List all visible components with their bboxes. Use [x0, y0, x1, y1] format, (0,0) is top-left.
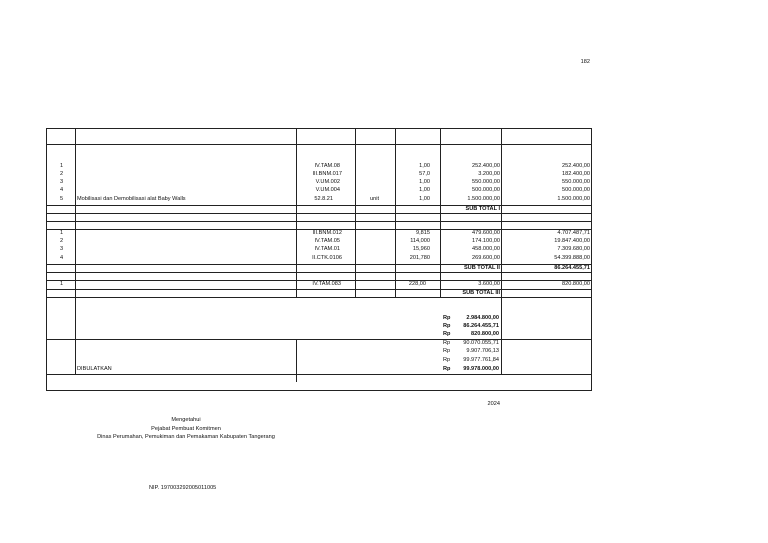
page-number: 182 — [580, 59, 590, 65]
subtotal-value: 86.264.455,71 — [554, 265, 590, 271]
nip-number: NIP. 197003292005011005 — [149, 485, 217, 491]
acknowledged-label: Mengetahui — [171, 417, 201, 423]
position-title: Pejabat Pembuat Komitmen — [151, 426, 221, 432]
rounded-label: DIBULATKAN — [77, 366, 112, 372]
item-description: Mobilisasi dan Demobilisasi alat Baby Walls — [77, 196, 186, 202]
rounded-value: 99.978.000,00 — [463, 366, 499, 372]
year: 2024 — [487, 401, 500, 407]
agency-name: Dinas Perumahan, Pemukiman dan Pemakaman Kabupaten Tangerang — [97, 434, 275, 440]
subtotal-label: SUB TOTAL II — [463, 265, 500, 271]
subtotal-label: SUB TOTAL I — [465, 206, 500, 212]
subtotal-label: SUB TOTAL III — [462, 290, 500, 296]
